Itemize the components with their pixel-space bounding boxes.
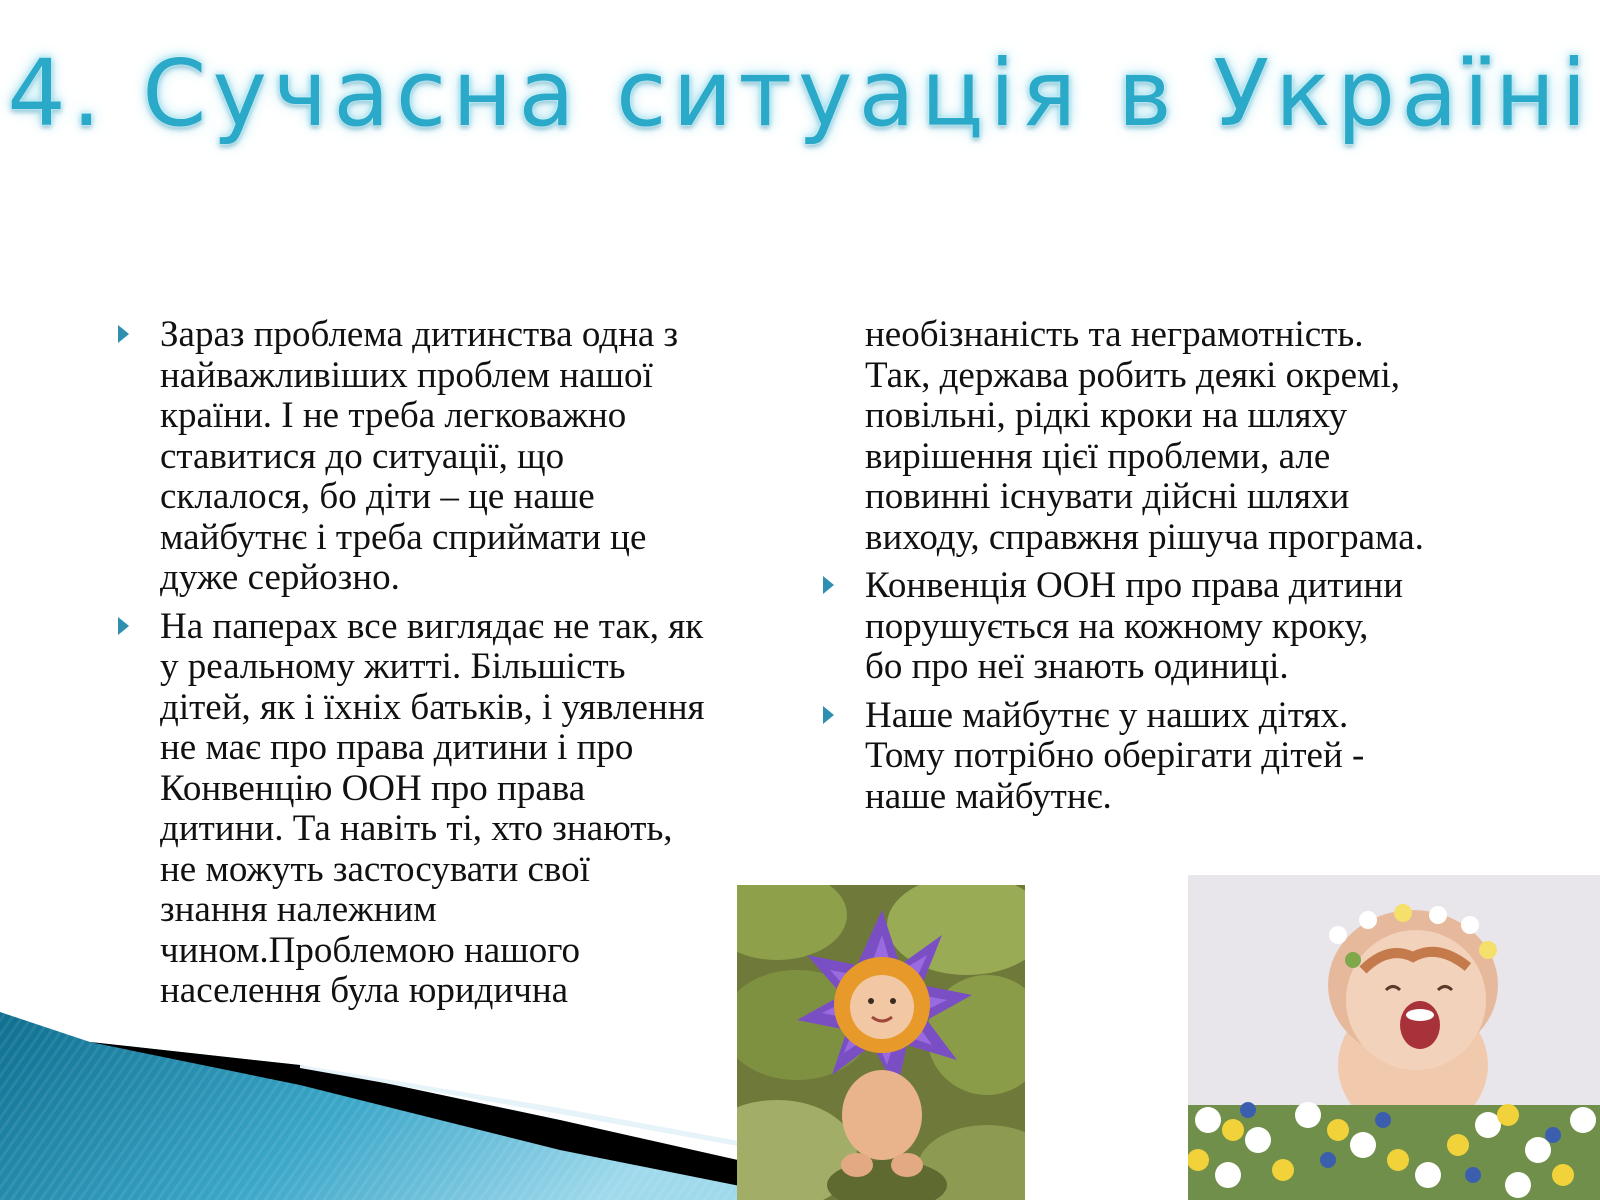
text-line: майбутнє і треба сприймати це — [160, 516, 647, 558]
text-line: ставитися до ситуації, що — [160, 435, 565, 477]
text-line: Зараз проблема дитинства одна з — [160, 314, 679, 355]
text-line: повільні, рідкі кроки на шляху — [865, 395, 1348, 436]
text-line: населення була юридична — [160, 970, 569, 1011]
slide-title: 4. Сучасна ситуація в Україні — [7, 40, 1593, 147]
text-line: Так, держава робить деякі окремі, — [865, 354, 1401, 396]
bullet-paragraph-4 — [823, 696, 1513, 818]
arrow-bullet-icon — [823, 576, 834, 594]
bullet-paragraph-2 — [118, 607, 798, 1012]
arrow-bullet-icon — [118, 617, 129, 635]
text-line: чином.Проблемою нашого — [160, 929, 580, 971]
text-line: не можуть застосувати свої — [160, 848, 590, 890]
text-line: склалося, бо діти – це наше — [160, 476, 595, 517]
text-line: знання належним — [160, 889, 437, 930]
text-line: дітей, як і їхніх батьків, і уявлення — [160, 686, 705, 728]
text-line: дуже серйозно. — [160, 557, 400, 598]
bullet-paragraph-1 — [118, 315, 798, 599]
text-line: дитини. Та навіть ті, хто знають, — [160, 808, 673, 849]
bullet-paragraph-3 — [823, 566, 1513, 688]
text-line: Наше майбутнє у наших дітях. — [865, 694, 1349, 736]
text-line: виходу, справжня рішуча програма. — [865, 516, 1424, 558]
baby-flower-costume-photo — [737, 885, 1025, 1200]
continuation-paragraph — [823, 315, 1513, 558]
text-line: бо про неї знають одиниці. — [865, 646, 1289, 687]
left-text-column — [118, 315, 798, 1020]
text-line: Конвенцію ООН про права — [160, 767, 586, 809]
text-line: порушується на кожному кроку, — [865, 605, 1369, 647]
text-line: наше майбутнє. — [865, 775, 1112, 817]
laughing-baby-flowers-photo — [1188, 875, 1600, 1200]
arrow-bullet-icon — [118, 325, 129, 343]
text-line: повинні існувати дійсні шляхи — [865, 476, 1350, 517]
text-line: країни. І не треба легковажно — [160, 395, 627, 436]
text-line: На паперах все виглядає не так, як — [160, 605, 704, 647]
text-line: вирішення цієї проблеми, але — [865, 435, 1331, 477]
right-text-column — [823, 315, 1513, 825]
deco-blue-stripes — [0, 1012, 760, 1200]
text-line: Тому потрібно оберігати дітей - — [865, 735, 1365, 776]
arrow-bullet-icon — [823, 706, 834, 724]
text-line: найважливіших проблем нашої — [160, 354, 653, 396]
text-line: у реальному житті. Більшість — [160, 646, 626, 687]
text-line: необізнаність та неграмотність. — [865, 314, 1364, 355]
text-line: Конвенція ООН про права дитини — [865, 565, 1403, 606]
text-line: не має про права дитини і про — [160, 727, 634, 768]
